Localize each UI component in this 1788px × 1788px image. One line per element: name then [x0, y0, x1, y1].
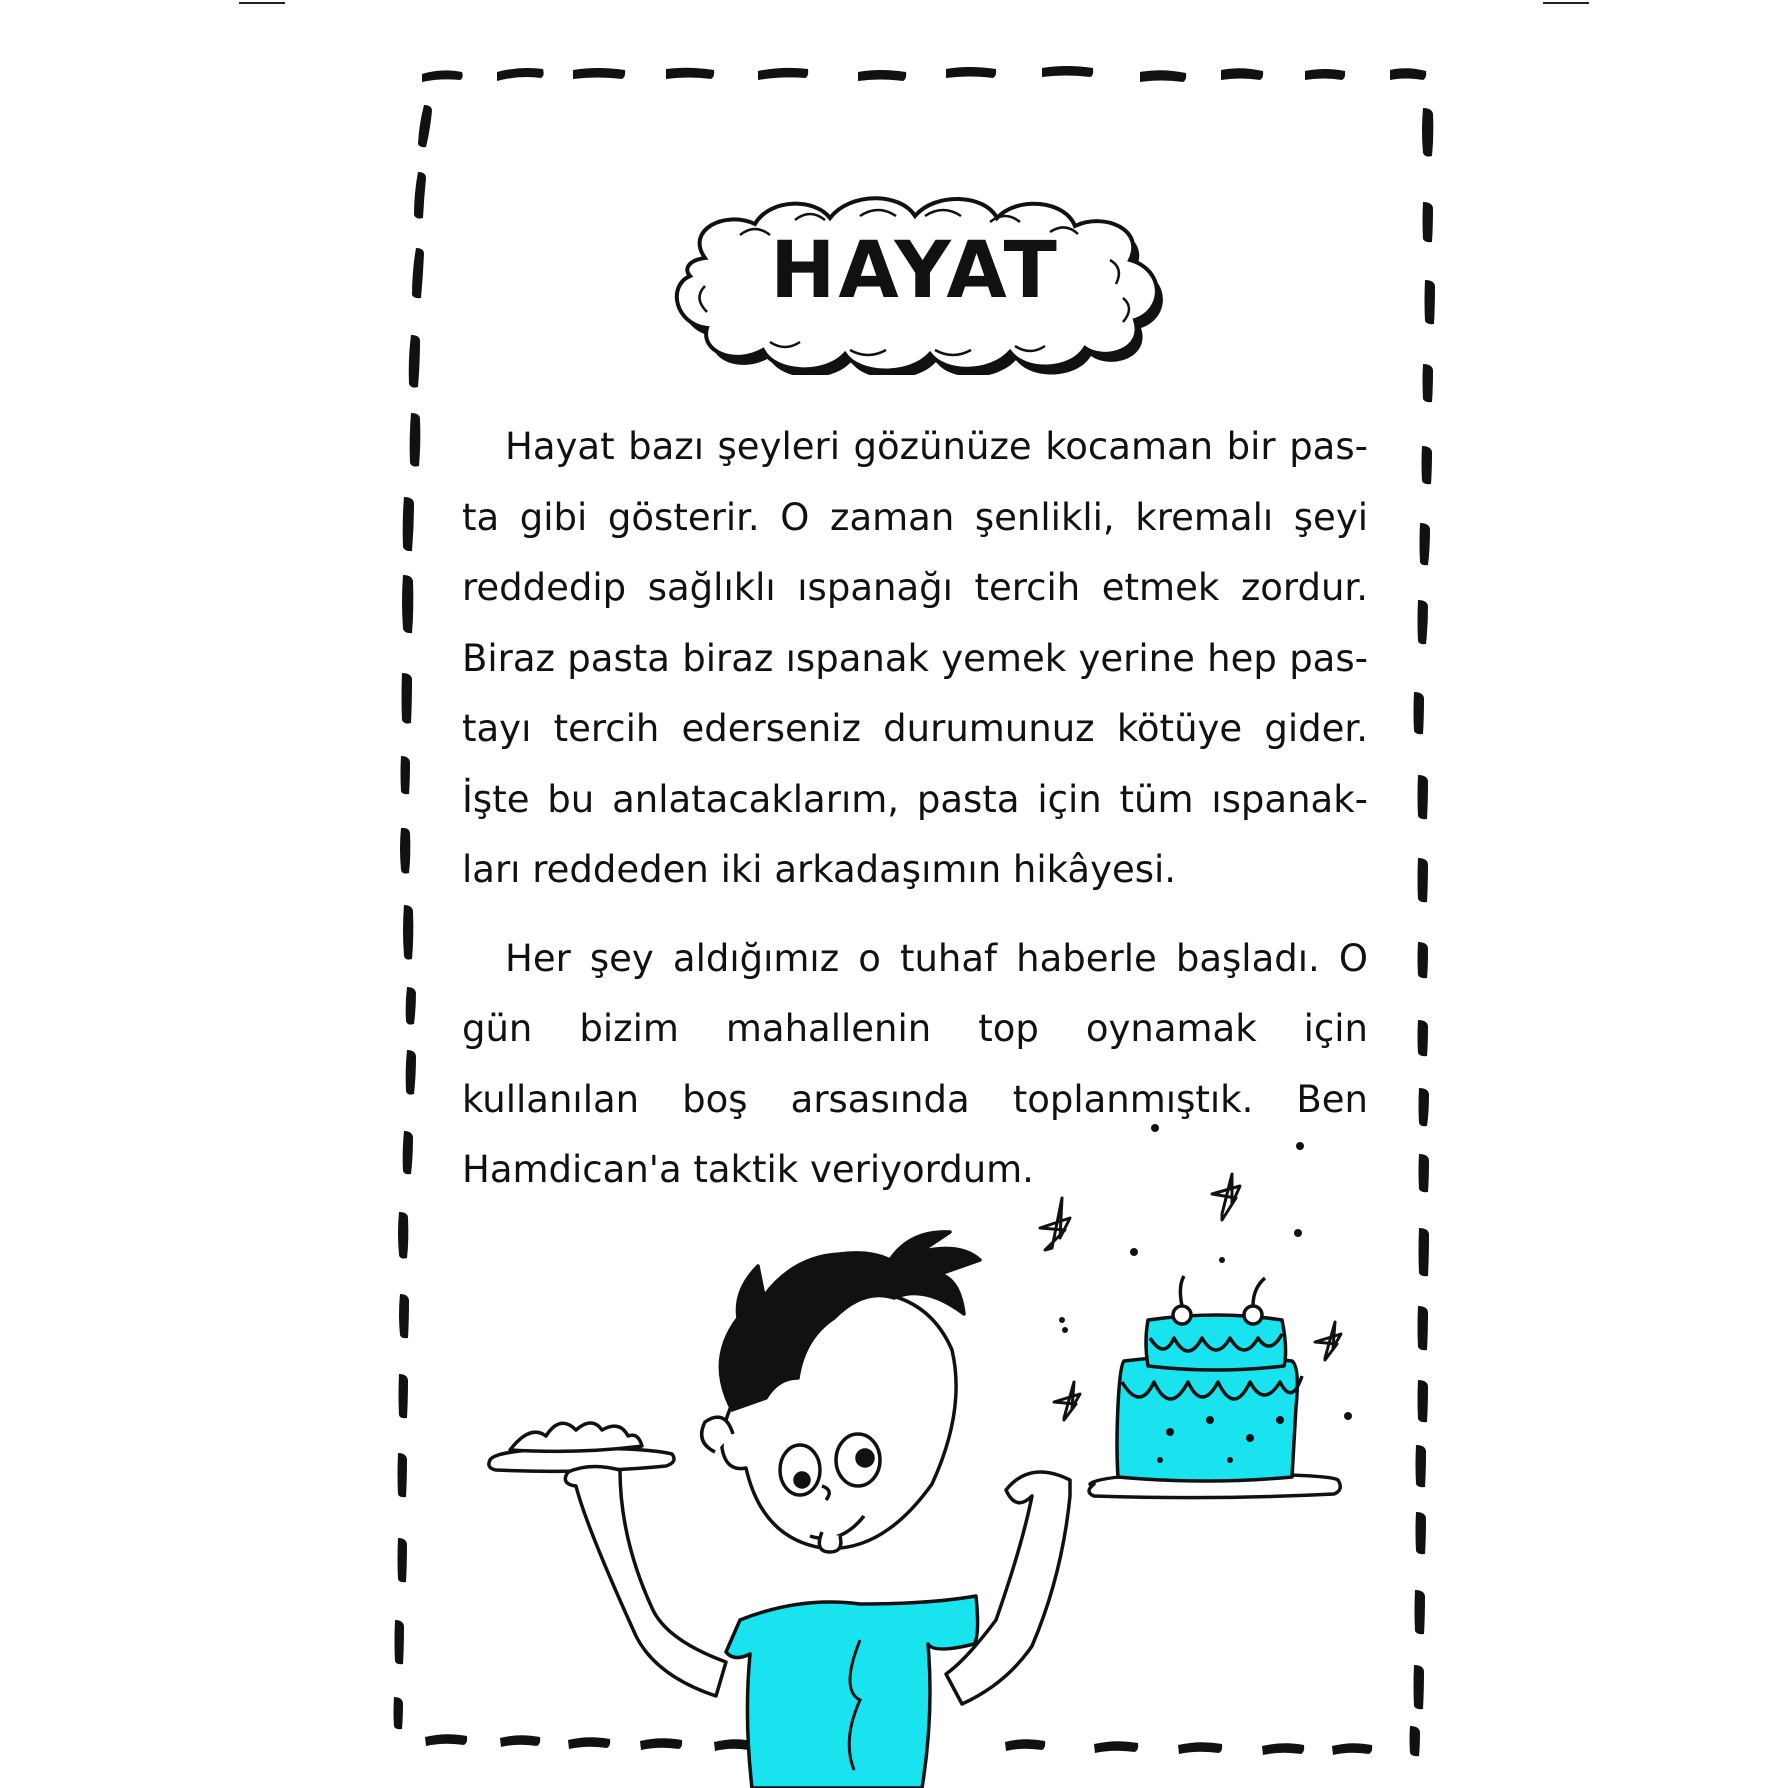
story-paragraph: Her şey aldığımız o tuhaf haberle başladı. O gün bizim mahallenin top oynamak için kullanılan boş arsasında toplanmıştık. Ben Hamdican'a taktik veriyordum. [462, 936, 1368, 1191]
cake [1089, 1276, 1340, 1498]
star-icon [1315, 1322, 1341, 1360]
boy-choosing-cake-or-spinach-illustration [470, 1120, 1370, 1788]
star-icon [1054, 1382, 1080, 1420]
chapter-title: HAYAT [770, 226, 1060, 316]
story-body [462, 412, 1368, 1206]
star-icon [1040, 1198, 1070, 1250]
spinach-plate [489, 1423, 674, 1471]
star-icon [1212, 1174, 1240, 1220]
story-paragraph: Hayat bazı şeyleri gözünüze kocaman bir pasta gibi gösterir. O zaman şenlikli, kremalı şeyi reddedip sağlıklı ıspanağı tercih etmek zordur. Biraz pasta biraz ıspanak yemek yerine hep pastayı tercih ederseniz durumunuz kötüye gider. İşte bu anlatacaklarım, pasta için tüm ıspanakları reddeden iki arkadaşımın hikâyesi. [462, 425, 1368, 891]
